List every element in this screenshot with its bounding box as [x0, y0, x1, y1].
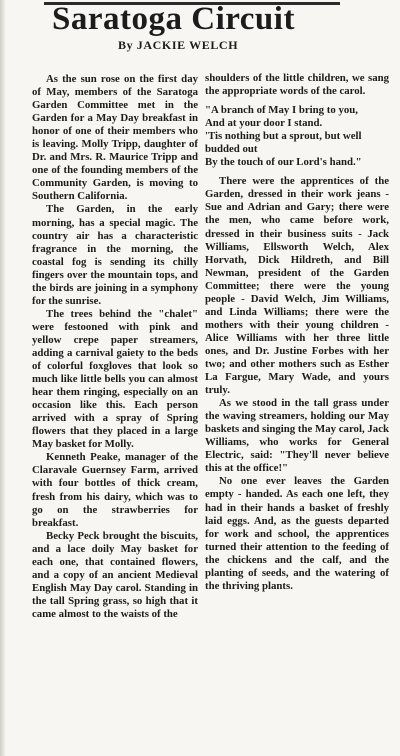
headline: Saratoga Circuit [52, 1, 295, 37]
carol-poem [205, 104, 389, 169]
poem-line: "A branch of May I bring to you, [205, 104, 358, 117]
paragraph-continuation: shoulders of the little children, we sang the appropriate words of the carol. [205, 72, 389, 98]
paragraph-attendees: There were the apprentices of the Garden, dressed in their work jeans - Sue and Adrian and Gary; there were the men, who came before work, dressed in their business suits - Jack Williams, Ellsworth Welch, Alex Horvath, Dick Hildreth, and Bill Newman, president of the Garden Committee; there were the young people - David Welch, Jim Williams, and Linda Williams; there were the mothers with their young children - Alice Williams with her three little ones, and Dr. Justine Forbes with her two; and other mothers such as Esther La Fargue, Mary Wade, and yours truly. [205, 175, 389, 397]
paragraph-chalet-trees: The trees behind the "chalet" were festooned with pink and yellow crepe paper streamers, adding a carnival gaiety to the beds of colorful foxgloves that look so much like little bells you can almost hear them ringing, especially on an occasion like this. Each person arrived with a spray of Spring flowers that they placed in a large May basket for Molly. [32, 307, 198, 451]
paragraph-intro: As the sun rose on the first day of May, members of the Saratoga Garden Committee met in the Garden for a May Day breakfast in honor of one of their members who is leaving. Molly Tripp, daughter of Dr. and Mrs. R. Maurice Tripp and one of the founding members of the Community Garden, is moving to Southern California. [32, 73, 198, 203]
right-column [205, 72, 389, 593]
byline: By JACKIE WELCH [118, 38, 239, 52]
paragraph-jack-williams: As we stood in the tall grass under the waving streamers, holding our May baskets and singing the May carol, Jack Williams, who works for General Electric, said: "They'll never believe this at the office!" [205, 397, 389, 475]
paragraph-kenneth-peake: Kenneth Peake, manager of the Claravale Guernsey Farm, arrived with four bottles of thick cream, fresh from his dairy, which was to go on the strawberries for breakfast. [32, 451, 198, 529]
paper-edge-shadow [0, 0, 6, 756]
poem-line: By the touch of our Lord's hand." [205, 156, 362, 169]
paragraph-empty-handed: No one ever leaves the Garden empty - handed. As each one left, they had in their hands a basket of freshly laid eggs. And, as the guests departed for work and school, the apprentices turned their attention to the feeding of the chickens and the calf, and the planting of seeds, and the watering of the thriving plants. [205, 475, 389, 592]
paragraph-garden-morning: The Garden, in the early morning, has a special magic. The country air has a characteristic fragrance in the morning, the coastal fog is sending its chilly fingers over the mountain tops, and the birds are joining in a symphony for the sunrise. [32, 203, 198, 307]
poem-line: 'Tis nothing but a sprout, but well budded out [205, 130, 362, 156]
left-column [32, 73, 198, 621]
paragraph-becky-peck: Becky Peck brought the biscuits, and a lace doily May basket for each one, that contained flowers, and a copy of an ancient Medieval English May Day carol. Standing in the tall Spring grass, so high that it came almost to the waists of the [32, 529, 198, 620]
poem-line: And at your door I stand. [205, 117, 323, 130]
